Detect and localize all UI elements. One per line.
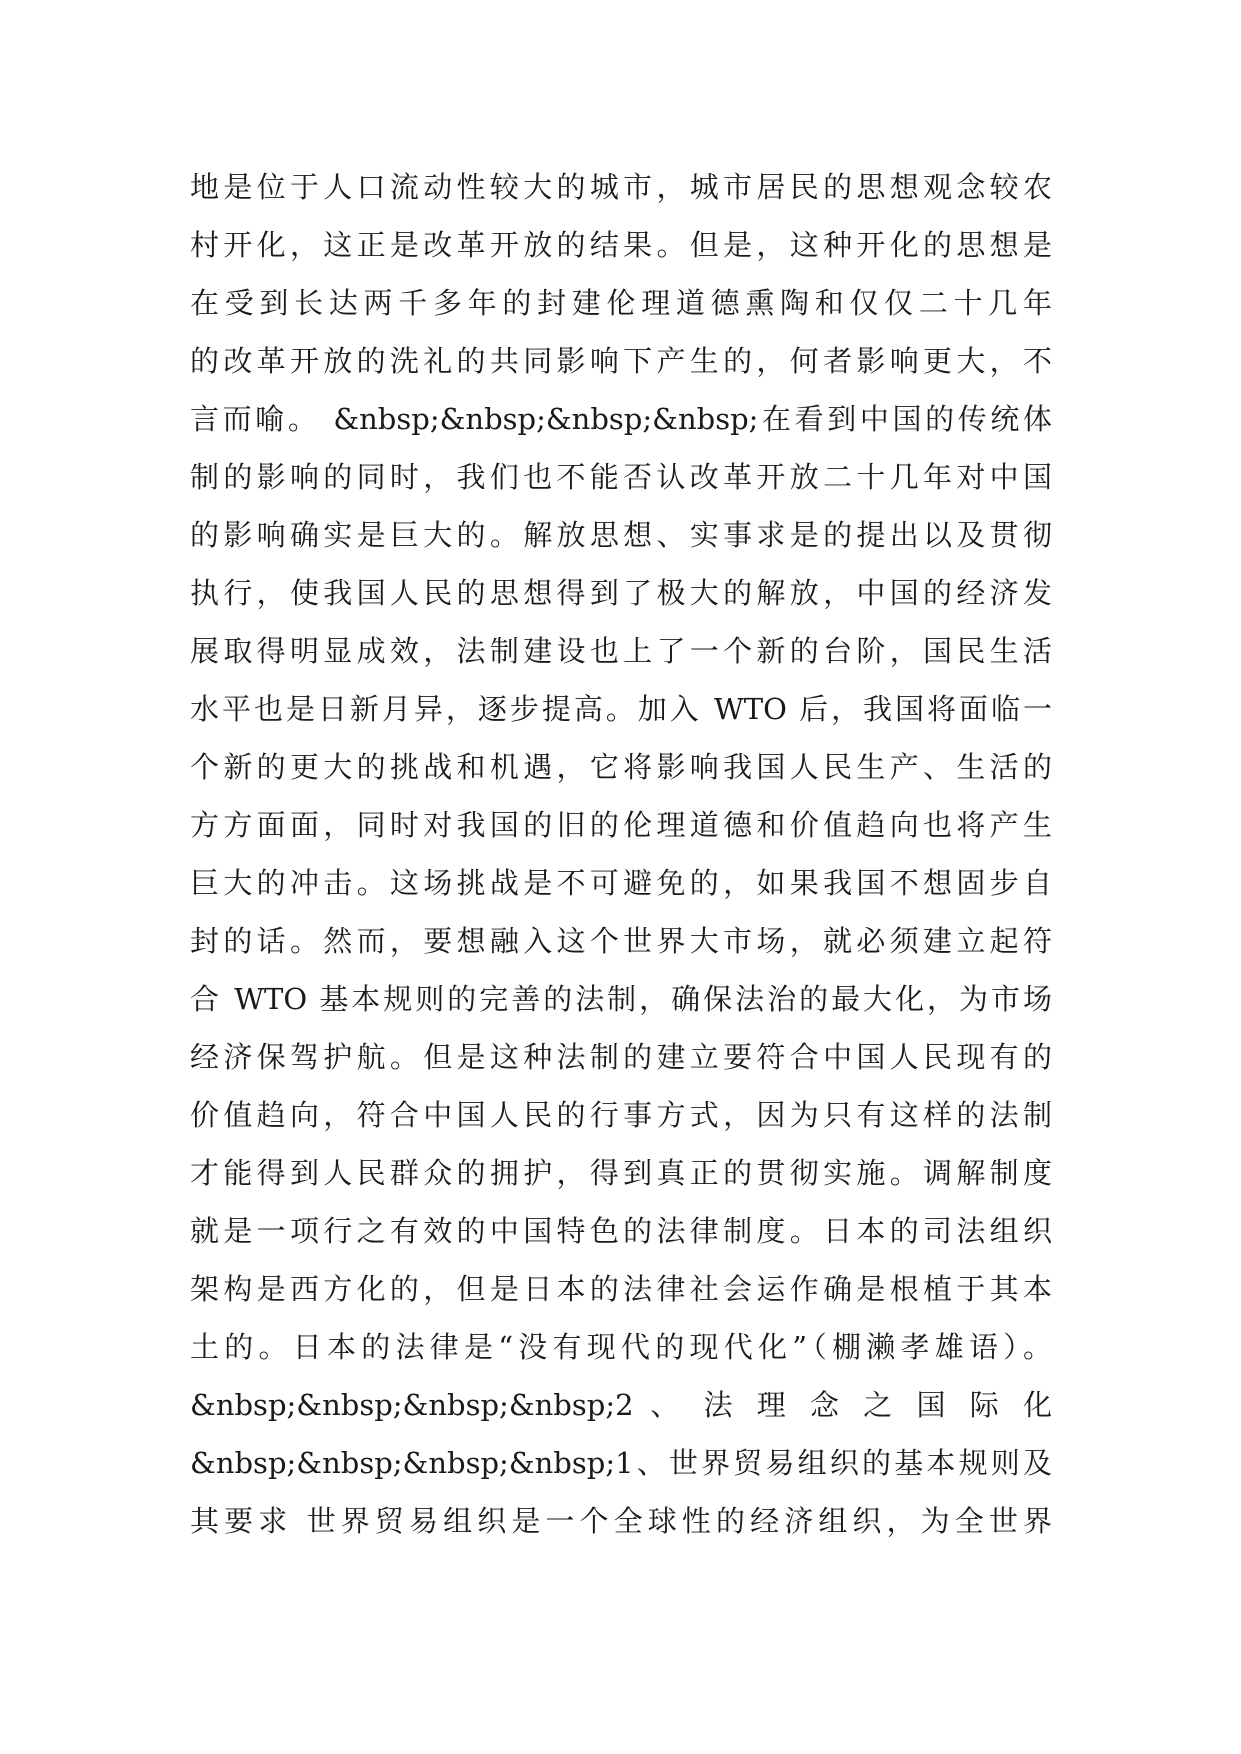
text-line: 制的影响的同时，我们也不能否认改革开放二十几年对中国 <box>190 460 1052 494</box>
text-line: 执行，使我国人民的思想得到了极大的解放，中国的经济发 <box>190 576 1052 610</box>
text-line: 的改革开放的洗礼的共同影响下产生的，何者影响更大，不 <box>190 344 1052 378</box>
text-line: 水平也是日新月异，逐步提高。加入 WTO 后，我国将面临一 <box>190 692 1052 726</box>
text-line: 在受到长达两千多年的封建伦理道德熏陶和仅仅二十几年 <box>190 286 1052 320</box>
text-line: &nbsp;&nbsp;&nbsp;&nbsp;1、世界贸易组织的基本规则及 <box>190 1446 1052 1480</box>
text-line: 方方面面，同时对我国的旧的伦理道德和价值趋向也将产生 <box>190 808 1052 842</box>
text-line: 架构是西方化的，但是日本的法律社会运作确是根植于其本 <box>190 1272 1052 1306</box>
text-line: 巨大的冲击。这场挑战是不可避免的，如果我国不想固步自 <box>190 866 1052 900</box>
text-line: 村开化，这正是改革开放的结果。但是，这种开化的思想是 <box>190 228 1052 262</box>
text-line: &nbsp;&nbsp;&nbsp;&nbsp;2 、 法 理 念 之 国 际 化 <box>190 1388 1052 1422</box>
text-line: 就是一项行之有效的中国特色的法律制度。日本的司法组织 <box>190 1214 1052 1248</box>
text-line: 的影响确实是巨大的。解放思想、实事求是的提出以及贯彻 <box>190 518 1052 552</box>
body-text <box>190 158 1052 1550</box>
text-line: 地是位于人口流动性较大的城市，城市居民的思想观念较农 <box>190 170 1052 204</box>
text-line: 封的话。然而，要想融入这个世界大市场，就必须建立起符 <box>190 924 1052 958</box>
text-line: 展取得明显成效，法制建设也上了一个新的台阶，国民生活 <box>190 634 1052 668</box>
text-line: 经济保驾护航。但是这种法制的建立要符合中国人民现有的 <box>190 1040 1052 1074</box>
text-line: 才能得到人民群众的拥护，得到真正的贯彻实施。调解制度 <box>190 1156 1052 1190</box>
text-line: 其要求 世界贸易组织是一个全球性的经济组织，为全世界 <box>190 1504 1052 1538</box>
text-line: 个新的更大的挑战和机遇，它将影响我国人民生产、生活的 <box>190 750 1052 784</box>
text-line: 土的。日本的法律是“没有现代的现代化”（棚濑孝雄语）。 <box>190 1330 1052 1364</box>
text-line: 言而喻。 &nbsp;&nbsp;&nbsp;&nbsp;在看到中国的传统体 <box>190 402 1052 436</box>
text-line: 合 WTO 基本规则的完善的法制，确保法治的最大化，为市场 <box>190 982 1052 1016</box>
text-line: 价值趋向，符合中国人民的行事方式，因为只有这样的法制 <box>190 1098 1052 1132</box>
